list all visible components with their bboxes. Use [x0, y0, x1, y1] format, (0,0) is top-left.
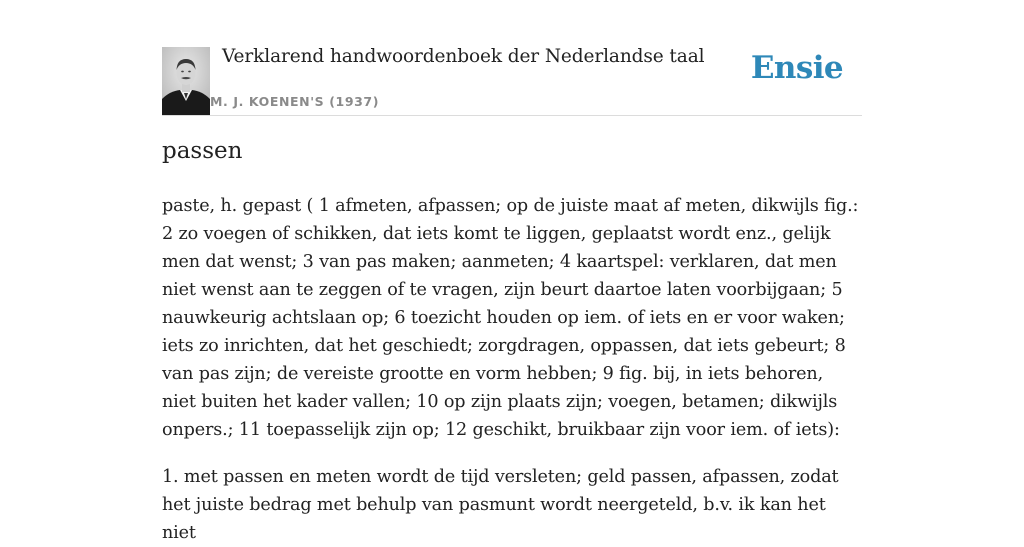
- author-portrait-icon: [162, 47, 210, 115]
- content-column: [162, 0, 862, 543]
- book-title[interactable]: Verklarend handwoordenboek der Nederlandse taal: [222, 46, 705, 67]
- book-author: M. J. KOENEN'S (1937): [210, 94, 380, 109]
- entry-headword: passen: [162, 138, 243, 164]
- ensie-logo[interactable]: Ensie: [750, 50, 843, 86]
- entry-definition: paste, h. gepast ( 1 afmeten, afpassen; op de juiste maat af meten, dikwijls fig.: 2 zo voegen of schikken, dat iets komt te liggen, geplaatst wordt enz., gelijk men dat wenst; 3 van pas maken; aanmeten; 4 kaartspel: verklaren, dat men niet wenst aan te zeggen of te vragen, zijn beurt daartoe laten voorbijgaan; 5 nauwkeurig achtslaan op; 6 toezicht houden op iem. of iets en er voor waken; iets zo inrichten, dat het geschiedt; zorgdragen, oppassen, dat iets gebeurt; 8 van pas zijn; de vereiste grootte en vorm hebben; 9 fig. bij, in iets behoren, niet buiten het kader vallen; 10 op zijn plaats zijn; voegen, betamen; dikwijls onpers.; 11 toepasselijk zijn op; 12 geschikt, bruikbaar zijn voor iem. of iets):: [162, 196, 859, 440]
- page-header: [162, 0, 862, 116]
- entry-example: 1. met passen en meten wordt de tijd versleten; geld passen, afpassen, zodat het juiste bedrag met behulp van pasmunt wordt neergeteld, b.v. ik kan het niet: [162, 467, 839, 543]
